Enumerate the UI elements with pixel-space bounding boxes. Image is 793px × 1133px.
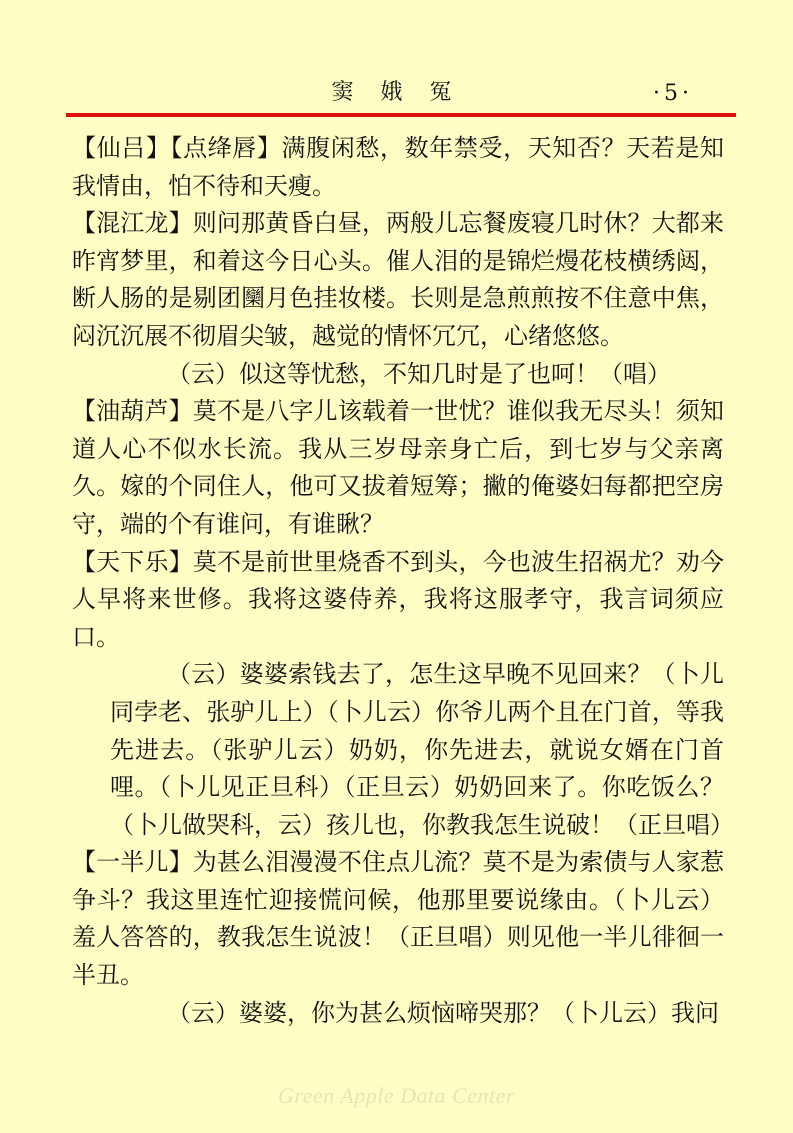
- aria-paragraph: 【油葫芦】莫不是八字儿该载着一世忧？谁似我无尽头！须知道人心不似水长流。我从三岁母亲身亡后，到七岁与父亲离久。嫁的个同住人，他可又拔着短筹；撇的俺婆妇每都把空房守，端的个有谁问，有谁瞅？: [72, 397, 724, 538]
- aria-paragraph: 【天下乐】莫不是前世里烧香不到头，今也波生招祸尤？劝今人早将来世修。我将这婆侍养，我将这服孝守，我言词须应口。: [72, 547, 724, 651]
- page-number: ·5·: [653, 81, 693, 106]
- header-rule: [66, 113, 736, 117]
- dialogue-paragraph: （云）婆婆，你为甚么烦恼啼哭那？（卜儿云）我问: [167, 998, 719, 1027]
- body-text: [72, 130, 734, 1032]
- running-title: 窦 娥 冤: [331, 80, 462, 105]
- dialogue-paragraph: （云）婆婆索钱去了，怎生这早晚不见回来？（卜儿同孛老、张驴儿上）（卜儿云）你爷儿两个且在门首，等我先进去。（张驴儿云）奶奶，你先进去，就说女婿在门首哩。（卜儿见正旦科）（正旦云）奶奶回来了。你吃饭么？（卜儿做哭科，云）孩儿也，你教我怎生说破！（正旦唱）: [110, 660, 734, 839]
- aria-paragraph: 【仙吕】【点绛唇】满腹闲愁，数年禁受，天知否？天若是知我情由，怕不待和天瘦。: [72, 134, 724, 200]
- page-header: [0, 0, 793, 120]
- aria-paragraph: 【一半儿】为甚么泪漫漫不住点儿流？莫不是为索债与人家惹争斗？我这里连忙迎接慌问候，他那里要说缘由。（卜儿云）羞人答答的，教我怎生说波！（正旦唱）则见他一半儿徘徊一半丑。: [72, 848, 724, 990]
- dialogue-paragraph: （云）似这等忧愁，不知几时是了也呵！（唱）: [167, 359, 671, 388]
- watermark: Green Apple Data Center: [278, 1083, 515, 1108]
- aria-paragraph: 【混江龙】则问那黄昏白昼，两般儿忘餐废寝几时休？大都来昨宵梦里，和着这今日心头。催人泪的是锦烂熳花枝横绣闼，断人肠的是剔团圞月色挂妆楼。长则是急煎煎按不住意中焦，闷沉沉展不彻眉尖皱，越觉的情怀冗冗，心绪悠悠。: [72, 209, 724, 350]
